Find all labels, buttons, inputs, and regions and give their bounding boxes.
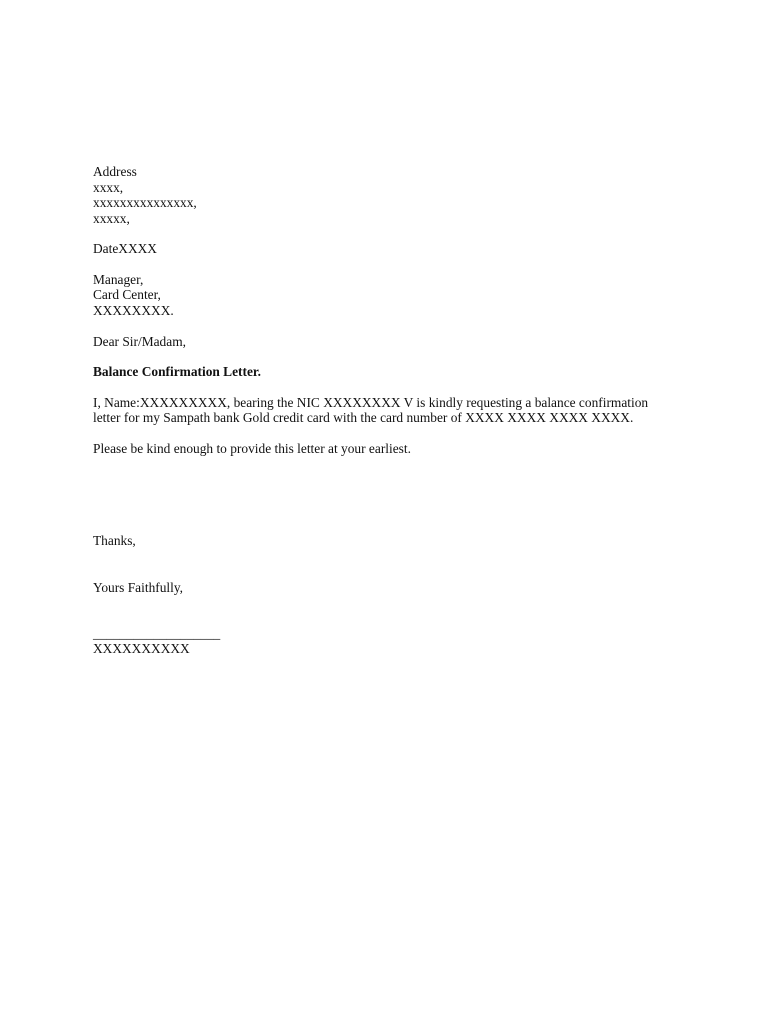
- subject-line: Balance Confirmation Letter.: [93, 364, 261, 379]
- thanks-line: Thanks,: [93, 533, 136, 548]
- date-line: DateXXXX: [93, 241, 157, 256]
- signature-line: ___________________: [93, 626, 221, 641]
- address-heading: Address: [93, 164, 137, 179]
- closing-line: Yours Faithfully,: [93, 580, 184, 595]
- signatory-name: XXXXXXXXXX: [93, 641, 190, 656]
- address-line-2: xxxxxxxxxxxxxxx,: [93, 195, 197, 210]
- body-paragraph-1-line-2: letter for my Sampath bank Gold credit card with the card number of XXXX XXXX XXXX XXXX.: [93, 410, 634, 425]
- recipient-line-1: Manager,: [93, 272, 144, 287]
- body-paragraph-2: Please be kind enough to provide this letter at your earliest.: [93, 441, 411, 456]
- address-line-3: xxxxx,: [93, 211, 130, 226]
- recipient-line-2: Card Center,: [93, 287, 161, 302]
- body-paragraph-1-line-1: I, Name:XXXXXXXXX, bearing the NIC XXXXXXXX V is kindly requesting a balance confirmation: [93, 395, 649, 410]
- address-line-1: xxxx,: [93, 180, 124, 195]
- salutation: Dear Sir/Madam,: [93, 334, 186, 349]
- recipient-line-3: XXXXXXXX.: [93, 303, 174, 318]
